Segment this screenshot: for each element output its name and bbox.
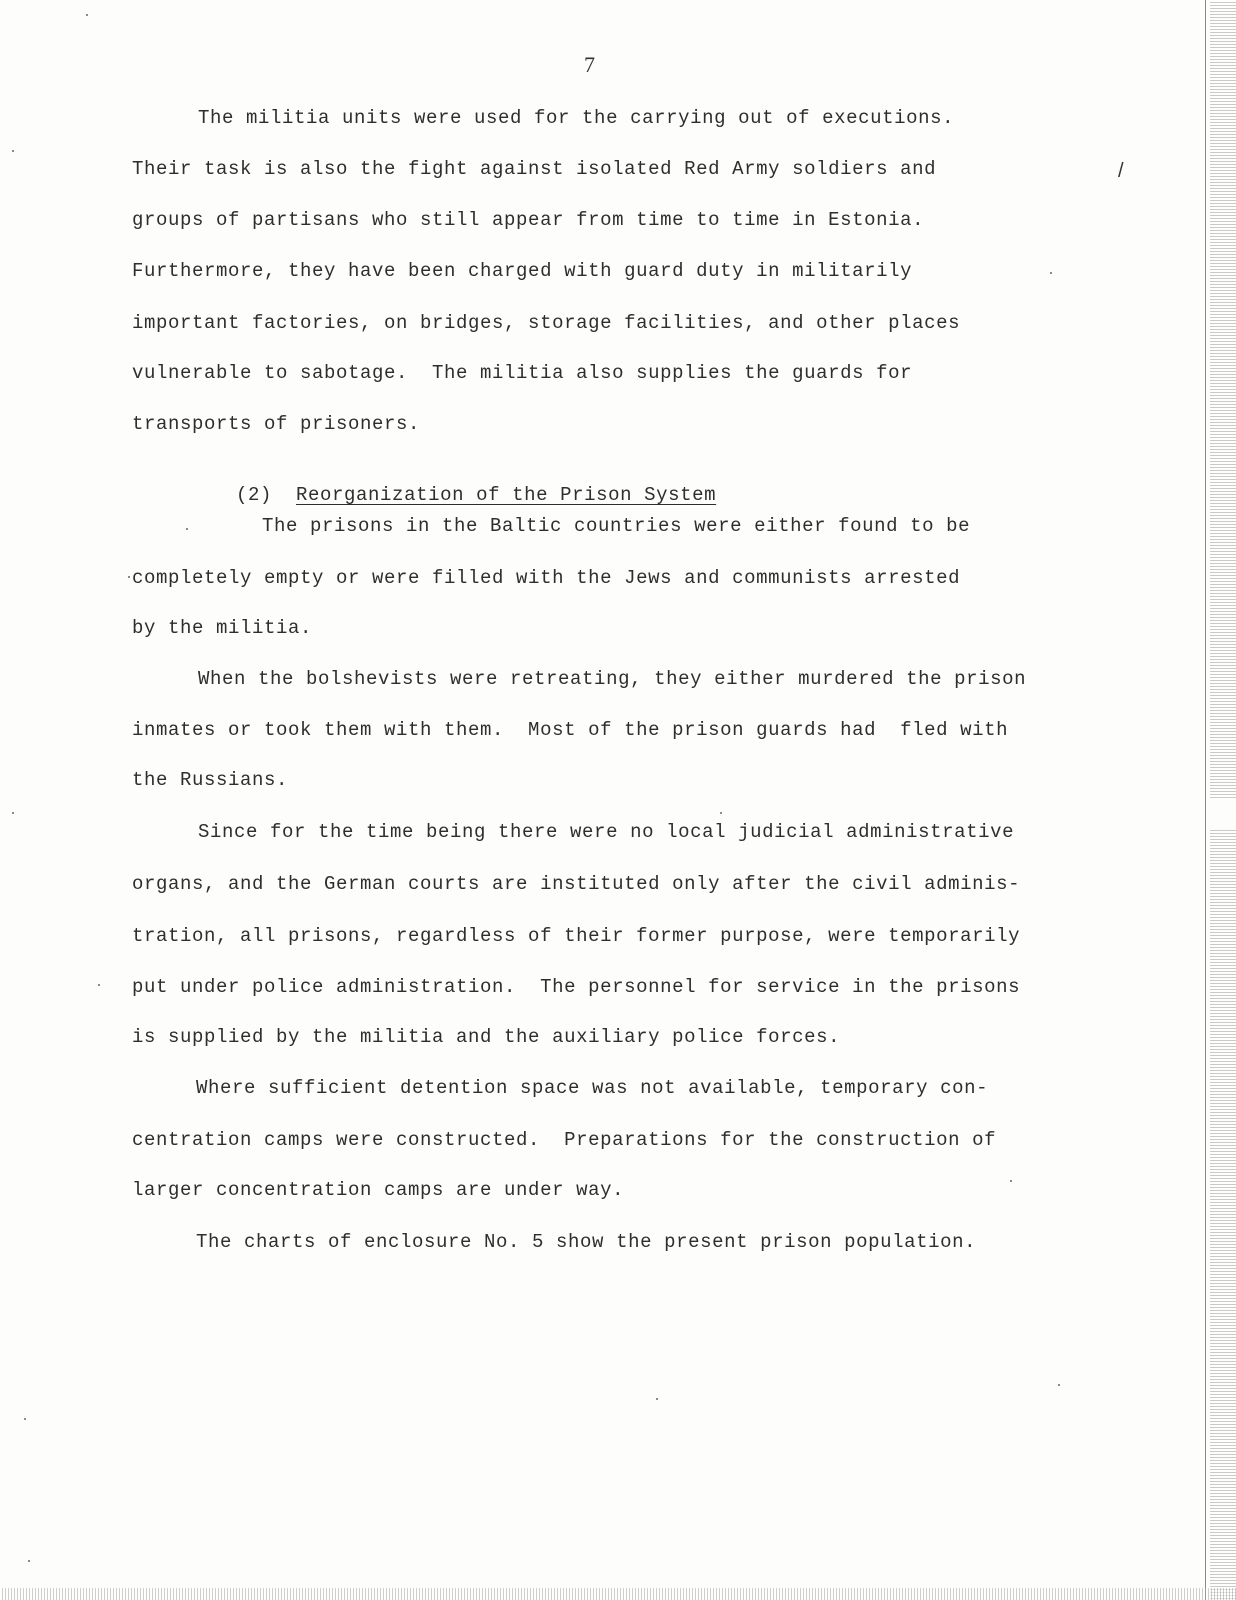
paragraph-4-line: put under police administration. The personnel for service in the prisons bbox=[132, 976, 1021, 998]
paragraph-3-line: inmates or took them with them. Most of the prison guards had fled with bbox=[132, 719, 1009, 741]
scan-speck bbox=[186, 528, 188, 530]
paragraph-5-line: centration camps were constructed. Preparations for the construction of bbox=[132, 1129, 997, 1151]
paragraph-4-line: is supplied by the militia and the auxiliary police forces. bbox=[132, 1026, 841, 1048]
paragraph-1-line: important factories, on bridges, storage facilities, and other places bbox=[132, 312, 961, 334]
paragraph-3-line: When the bolshevists were retreating, they either murdered the prison bbox=[198, 668, 1027, 690]
section-heading-number: (2) bbox=[236, 484, 273, 506]
paragraph-4-line: tration, all prisons, regardless of their former purpose, were temporarily bbox=[132, 925, 1021, 947]
scan-speck bbox=[720, 812, 722, 814]
paragraph-2-line: completely empty or were filled with the Jews and communists arrested bbox=[132, 567, 961, 589]
paragraph-1-line: groups of partisans who still appear from time to time in Estonia. bbox=[132, 209, 925, 231]
paragraph-4-line: organs, and the German courts are instituted only after the civil adminis- bbox=[132, 873, 1021, 895]
paragraph-1-line: The militia units were used for the carrying out of executions. bbox=[198, 107, 955, 129]
scan-speck bbox=[1058, 1384, 1060, 1386]
paragraph-1-line: Furthermore, they have been charged with guard duty in militarily bbox=[132, 260, 913, 282]
perforation-gap bbox=[1206, 800, 1236, 830]
scan-speck bbox=[98, 984, 100, 986]
paragraph-5-line: Where sufficient detention space was not available, temporary con- bbox=[196, 1077, 989, 1099]
paragraph-1-line: transports of prisoners. bbox=[132, 413, 421, 435]
scan-speck bbox=[12, 150, 14, 152]
scan-speck bbox=[24, 1418, 26, 1420]
section-heading-title: Reorganization of the Prison System bbox=[296, 484, 717, 506]
tractor-feed-strip-bottom bbox=[0, 1588, 1236, 1600]
paragraph-5-line: larger concentration camps are under way. bbox=[132, 1179, 625, 1201]
paragraph-1-line: vulnerable to sabotage. The militia also supplies the guards for bbox=[132, 362, 913, 384]
paragraph-2-line: The prisons in the Baltic countries were either found to be bbox=[262, 515, 971, 537]
paragraph-4-line: Since for the time being there were no local judicial administrative bbox=[198, 821, 1015, 843]
margin-mark: / bbox=[1118, 160, 1124, 182]
scan-speck bbox=[86, 14, 88, 16]
paragraph-1-line: Their task is also the fight against isolated Red Army soldiers and bbox=[132, 158, 937, 180]
scan-speck bbox=[1010, 1180, 1012, 1182]
paragraph-2-line: by the militia. bbox=[132, 617, 313, 639]
scan-speck bbox=[1050, 272, 1052, 274]
scan-speck bbox=[656, 1398, 658, 1400]
page-number: 7 bbox=[584, 52, 595, 77]
paragraph-6-line: The charts of enclosure No. 5 show the present prison population. bbox=[196, 1231, 977, 1253]
scan-speck bbox=[12, 812, 14, 814]
paragraph-3-line: the Russians. bbox=[132, 769, 289, 791]
scan-speck bbox=[28, 1560, 30, 1562]
scan-speck bbox=[128, 576, 130, 578]
